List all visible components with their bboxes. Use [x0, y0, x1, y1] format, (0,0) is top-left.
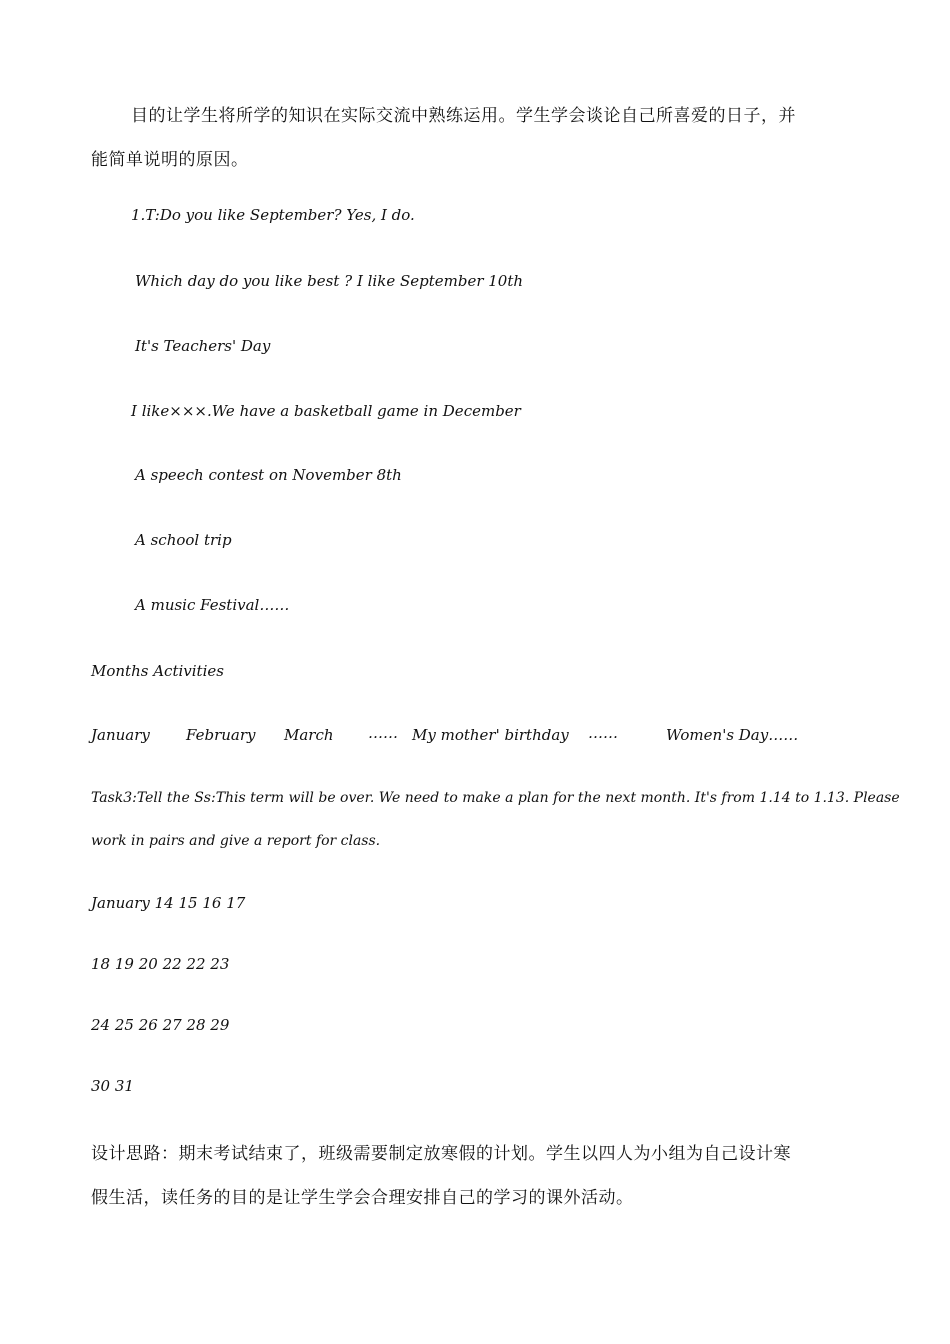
- intro-line-1: 目的让学生将所学的知识在实际交流中熟练运用。学生学会谈论自己所喜爱的日子，并: [131, 106, 796, 126]
- task3-line-1: Task3:Tell the Ss:This term will be over. We need to make a plan for the next month. It's from 1.14 to 1.13. Please: [91, 790, 900, 806]
- calendar-row-3: 24 25 26 27 28 29: [91, 1016, 230, 1034]
- months-ellipsis-2: ……: [588, 724, 618, 742]
- months-ellipsis-1: ……: [368, 724, 398, 742]
- intro-line-2: 能简单说明的原因。: [91, 150, 249, 170]
- dialogue-line-6: A school trip: [135, 531, 232, 549]
- dialogue-line-1: 1.T:Do you like September? Yes, I do.: [131, 206, 415, 224]
- activity-mother-birthday: My mother' birthday: [412, 726, 569, 744]
- calendar-row-1: January 14 15 16 17: [91, 894, 246, 912]
- design-line-2: 假生活，读任务的目的是让学生学会合理安排自己的学习的课外活动。: [91, 1188, 634, 1208]
- dialogue-line-5: A speech contest on November 8th: [135, 466, 402, 484]
- calendar-row-2: 18 19 20 22 22 23: [91, 955, 230, 973]
- dialogue-line-7: A music Festival……: [135, 596, 290, 614]
- month-march: March: [284, 726, 334, 744]
- task3-line-2: work in pairs and give a report for class.: [91, 833, 381, 849]
- month-january: January: [91, 726, 150, 744]
- dialogue-line-4: I like×××.We have a basketball game in December: [131, 402, 521, 420]
- months-header: Months Activities: [91, 662, 224, 680]
- design-line-1: 设计思路：期末考试结束了，班级需要制定放寒假的计划。学生以四人为小组为自己设计寒: [91, 1144, 791, 1164]
- activity-womens-day: Women's Day……: [666, 726, 799, 744]
- dialogue-line-2: Which day do you like best ? I like September 10th: [135, 272, 524, 290]
- month-february: February: [186, 726, 256, 744]
- dialogue-line-3: It's Teachers' Day: [135, 337, 271, 355]
- calendar-row-4: 30 31: [91, 1077, 134, 1095]
